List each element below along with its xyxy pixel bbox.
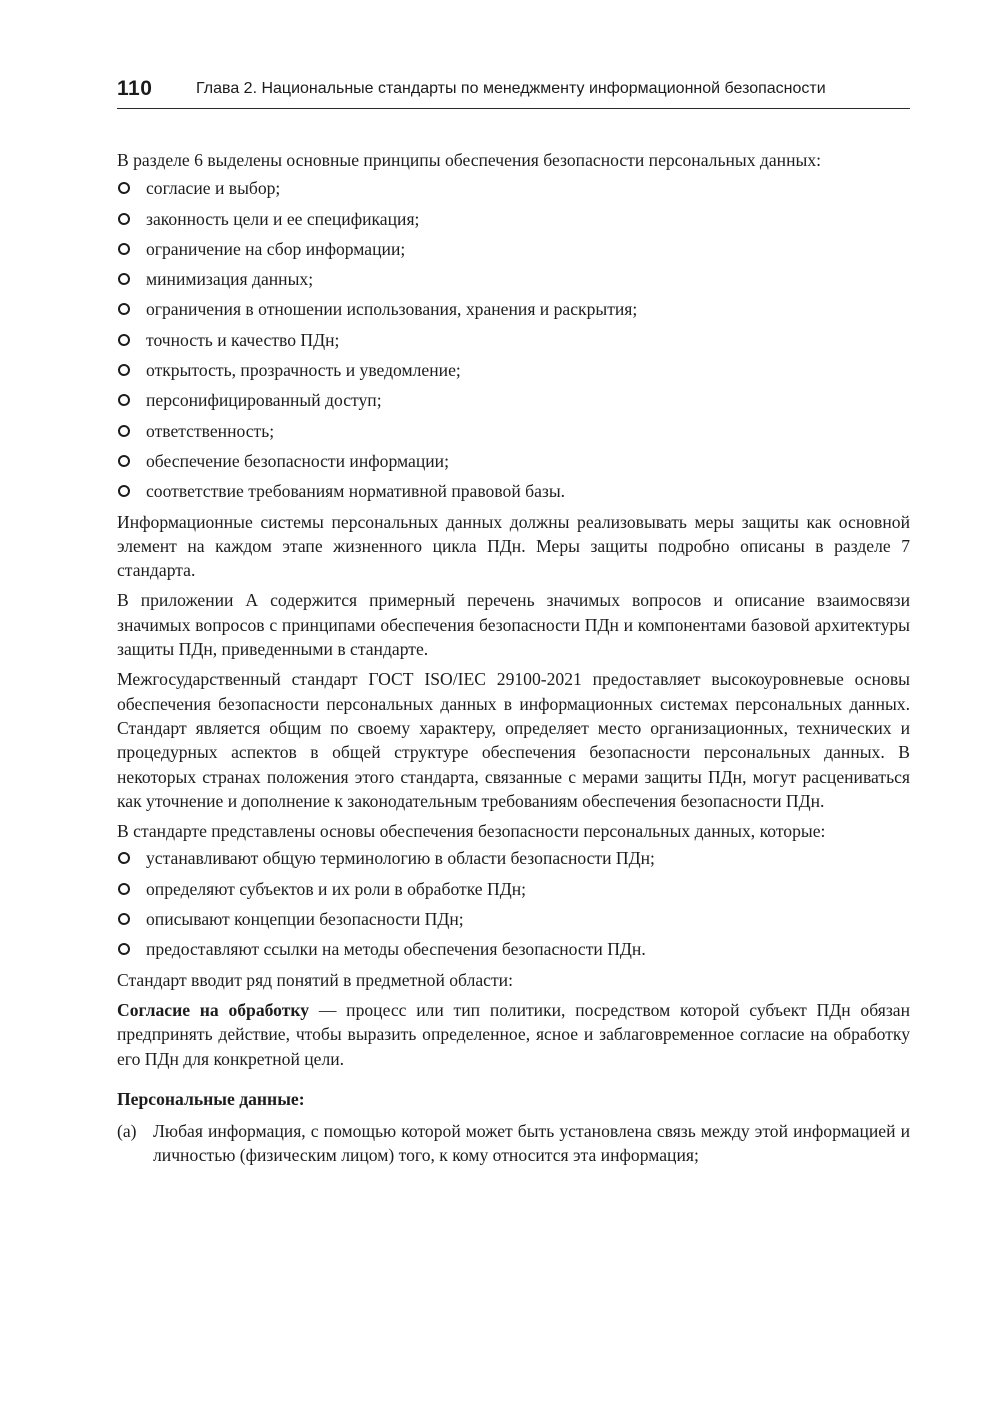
list-item bbox=[117, 358, 910, 382]
bullet-circle-icon bbox=[118, 213, 130, 225]
list-item-text: персонифицированный доступ; bbox=[146, 390, 382, 411]
list-item bbox=[117, 907, 910, 931]
chapter-title: Глава 2. Национальные стандарты по менеджменту информационной безопасности bbox=[196, 80, 826, 97]
paragraph-framework-intro: В стандарте представлены основы обеспечения безопасности персональных данных, которые: bbox=[117, 821, 826, 842]
heading-personal-data: Персональные данные: bbox=[117, 1088, 305, 1109]
list-item-text: открытость, прозрачность и уведомление; bbox=[146, 360, 461, 381]
paragraph-isdn-measures: Информационные системы персональных данных должны реализовывать меры защиты как основной элемент на каждом этапе жизненного цикла ПДн. Меры защиты подробно описаны в разделе 7 стандарта. bbox=[117, 511, 910, 581]
definition-item-text: Любая информация, с помощью которой может быть установлена связь между этой информацией и личностью (физическим лицом) того, к кому относится эта информация; bbox=[153, 1121, 910, 1166]
list-item-text: предоставляют ссылки на методы обеспечения безопасности ПДн. bbox=[146, 939, 646, 960]
list-item-text: согласие и выбор; bbox=[146, 178, 281, 199]
bullet-circle-icon bbox=[118, 303, 130, 315]
list-item bbox=[117, 846, 910, 870]
bullet-circle-icon bbox=[118, 883, 130, 895]
list-item bbox=[117, 237, 910, 261]
bullet-circle-icon bbox=[118, 394, 130, 406]
list-item-text: ответственность; bbox=[146, 420, 275, 441]
list-item-text: определяют субъектов и их роли в обработке ПДн; bbox=[146, 878, 527, 899]
bullet-circle-icon bbox=[118, 485, 130, 497]
bullet-circle-icon bbox=[118, 334, 130, 346]
framework-list bbox=[117, 846, 910, 961]
bullet-circle-icon bbox=[118, 182, 130, 194]
paragraph-appendix-a: В приложении А содержится примерный перечень значимых вопросов и описание взаимосвязи значимых вопросов с принципами обеспечения безопасности ПДн и компонентами базовой архитектуры защиты ПДн, приведенными в стандарте. bbox=[117, 590, 910, 660]
item-marker: (а) bbox=[117, 1121, 137, 1142]
bullet-circle-icon bbox=[118, 425, 130, 437]
list-item-text: минимизация данных; bbox=[146, 269, 314, 290]
list-item bbox=[117, 328, 910, 352]
list-item bbox=[117, 479, 910, 503]
definition-item-a bbox=[117, 1119, 910, 1168]
bullet-circle-icon bbox=[118, 273, 130, 285]
list-item-text: обеспечение безопасности информации; bbox=[146, 450, 449, 471]
page-header bbox=[117, 74, 910, 109]
term-consent: Согласие на обработку bbox=[117, 999, 310, 1020]
list-item-text: точность и качество ПДн; bbox=[146, 329, 340, 350]
page-body bbox=[117, 148, 910, 1168]
list-item-text: описывают концепции безопасности ПДн; bbox=[146, 909, 464, 930]
bullet-circle-icon bbox=[118, 455, 130, 467]
list-item bbox=[117, 449, 910, 473]
list-item-text: ограничение на сбор информации; bbox=[146, 238, 406, 259]
list-item bbox=[117, 267, 910, 291]
list-item bbox=[117, 207, 910, 231]
bullet-circle-icon bbox=[118, 943, 130, 955]
list-item bbox=[117, 176, 910, 200]
paragraph-gost-overview: Межгосударственный стандарт ГОСТ ISO/IEC 29100-2021 предоставляет высокоуровневые основы обеспечения безопасности персональных данных в информационных системах персональных данных. Стандарт является общим по своему характеру, определяет место организационных, технических и процедурных аспектов в общей структуре обеспечения безопасности персональных данных. В некоторых странах положения этого стандарта, связанные с мерами защиты ПДн, могут расцениваться как уточнение и дополнение к законодательным требованиям обеспечения безопасности ПДн. bbox=[117, 669, 910, 811]
intro-paragraph: В разделе 6 выделены основные принципы обеспечения безопасности персональных данных: bbox=[117, 150, 821, 170]
list-item-text: ограничения в отношении использования, хранения и раскрытия; bbox=[146, 299, 638, 320]
bullet-circle-icon bbox=[118, 243, 130, 255]
bullet-circle-icon bbox=[118, 913, 130, 925]
definition-consent bbox=[117, 998, 910, 1071]
list-item bbox=[117, 388, 910, 412]
list-item bbox=[117, 877, 910, 901]
list-item bbox=[117, 419, 910, 443]
paragraph-concepts-intro: Стандарт вводит ряд понятий в предметной области: bbox=[117, 969, 513, 990]
list-item-text: соответствие требованиям нормативной правовой базы. bbox=[146, 481, 566, 502]
list-item bbox=[117, 297, 910, 321]
bullet-circle-icon bbox=[118, 852, 130, 864]
bullet-circle-icon bbox=[118, 364, 130, 376]
list-item-text: законность цели и ее спецификация; bbox=[146, 208, 420, 229]
list-item bbox=[117, 937, 910, 961]
definition-consent-text: — процесс или тип политики, посредством которой субъект ПДн обязан предпринять действие, чтобы выразить определенное, ясное и заблаговременное согласие на обработку его ПДн для конкретной цели. bbox=[117, 999, 910, 1069]
principles-list bbox=[117, 176, 910, 503]
list-item-text: устанавливают общую терминологию в области безопасности ПДн; bbox=[146, 848, 655, 869]
page-number: 110 bbox=[117, 77, 153, 100]
